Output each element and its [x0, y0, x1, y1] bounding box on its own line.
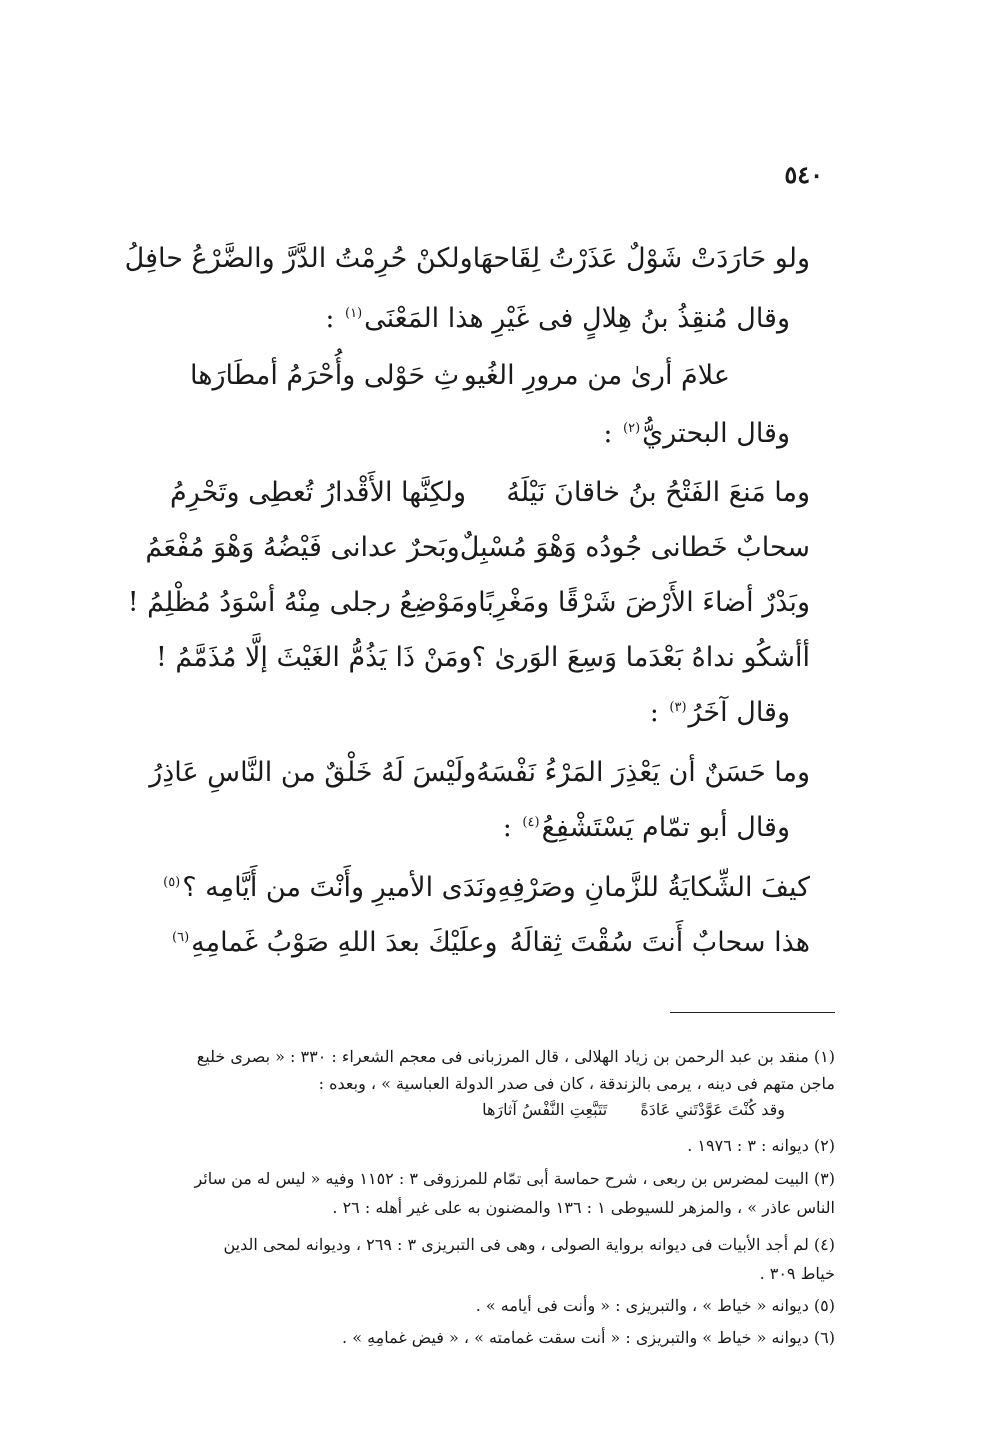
hemistich-text: ونَدَى الأميرِ وأَنْتَ من أَيَّامِه ؟ [182, 872, 498, 903]
verse-line [163, 872, 810, 904]
verse-second-hemistich: ولكنْ حُرِمْتُ الدَّرَّ والضَّرْعُ حافِلُ [124, 243, 473, 274]
verse-first-hemistich: وما حَسَنٌ أن يَعْذِرَ المَرْءُ نَفْسَهُ [476, 757, 810, 788]
footnote: (٦) ديوانه « خياط » والتبريزى : « أنت سقت غمامته » ، « فيض غمامِهِ » . [342, 1328, 835, 1347]
poet-intro [325, 303, 790, 335]
verse-line [145, 532, 810, 564]
verse-first-hemistich: وما مَنعَ الفَتْحُ بنُ خاقانَ نَيْلَهُ [506, 477, 810, 508]
poet-intro [503, 812, 790, 844]
footnote: (١) منقد بن عبد الرحمن بن زياد الهلالى ، قال المرزبانى فى معجم الشعراء : ٣٣٠ : « بصرى خليع [196, 1047, 835, 1066]
verse-second-hemistich: ولَيْسَ لَهُ خَلْقٌ من النَّاسِ عَاذِرُ [149, 757, 477, 788]
verse-second-hemistich: ومَنْ ذَا يَذُمُّ الغَيْثَ إلَّا مُذَمَّمُ ! [155, 642, 472, 673]
poet-intro-colon: : [325, 303, 344, 334]
poet-intro [603, 418, 790, 450]
poet-intro-text: وقال آخَرُ [688, 697, 790, 728]
footnote-separator [670, 1012, 835, 1013]
verse-second-hemistich: ولكِنَّها الأَقْدارُ تُعطِى وتَحْرِمُ [170, 477, 467, 508]
poet-intro-colon: : [603, 418, 621, 449]
verse-first-hemistich: هذا سحابٌ أَنتَ سُقْتَ ثِقالَهُ [509, 927, 810, 958]
footnote-continuation: ماجن متهم فى دينه ، يرمى بالزندقة ، كان فى صدر الدولة العباسية » ، وبعده : [318, 1074, 835, 1093]
footnote: (٤) لم أجد الأبيات فى ديوانه برواية الصولى ، وهى فى التبريزى ٣ : ٢٦٩ ، وديوانه لمحى الدين [223, 1235, 835, 1254]
footnote-ref: (٤) [522, 815, 540, 830]
verse-first-hemistich: علامَ أرىٰ من مرورِ الغُيو [463, 360, 730, 391]
footnote-continuation: الناس عاذر » ، والمزهر للسيوطى ١ : ١٣٦ والمضنون به على غير أهله : ٢٦ . [332, 1198, 835, 1217]
footnote-ref: (٢) [623, 421, 641, 436]
footnote-continuation: خياط ٣٠٩ . [759, 1264, 835, 1283]
footnote-verse [454, 1100, 785, 1119]
verse-line [155, 642, 810, 674]
verse-line [127, 587, 810, 619]
poet-intro-text: وقال مُنقِذُ بنُ هِلالٍ فى غَيْرِ هذا المَعْنَى [364, 303, 790, 334]
poet-intro [650, 697, 790, 729]
verse-line [149, 757, 810, 789]
verse-line [190, 360, 730, 392]
verse-first-hemistich: ولو حَارَدَتْ شَوْلٌ عَذَرْتُ لِقَاحهَا [472, 243, 810, 274]
verse-first-hemistich: أأشكُو نداهُ بَعْدَما وَسِعَ الوَرىٰ ؟ [471, 642, 810, 673]
footnote-ref: (٦) [172, 930, 190, 945]
poet-intro-text: وقال البحتريُّ [642, 418, 790, 449]
verse-second-hemistich: ومَوْضِعُ رجلى مِنْهُ أسْوَدُ مُظْلِمُ ! [127, 587, 479, 618]
verse-second-hemistich: ثِ حَوْلى وأُحْرَمُ أمطَارَها [190, 360, 460, 391]
footnote: (٢) ديوانه : ٣ : ١٩٧٦ . [687, 1136, 835, 1155]
footnote-ref: (٥) [163, 875, 181, 890]
poet-intro-text: وقال أبو تمّام يَسْتَشْفِعُ [541, 812, 790, 843]
footnote: (٥) ديوانه « خياط » ، والتبريزى : « وأنت فى أيامه » . [475, 1296, 835, 1315]
verse-second-hemistich: وبَحرٌ عدانى فَيْضُهُ وَهْوَ مُفْعَمُ [145, 532, 460, 563]
footnote: (٣) البيت لمضرس بن ربعى ، شرح حماسة أبى تمّام للمرزوقى ٣ : ١١٥٢ وفيه « ليس له من سائر [194, 1169, 835, 1188]
verse-line [170, 927, 810, 959]
footnote-ref: (٣) [669, 700, 687, 715]
verse-second-hemistich [161, 872, 497, 904]
poet-intro-colon: : [649, 697, 668, 728]
verse-second-hemistich [170, 927, 498, 959]
hemistich-text: وعلَيْكَ بعدَ اللهِ صَوْبُ غَمامِهِ [191, 927, 498, 958]
verse-line [124, 243, 810, 275]
footnote-ref: (١) [345, 306, 363, 321]
page-number: ٥٤٠ [784, 160, 823, 189]
verse-line [170, 477, 810, 509]
footnote-verse-second: تَتَبَّعِتِ النَّفْسُ آثارَها [482, 1100, 608, 1119]
verse-first-hemistich: كيفَ الشِّكايَةُ للزَّمانِ وصَرْفِهِ [497, 872, 810, 903]
footnote-verse-first: وقد كُنْتَ عَوَّدْتَني عَادَةً [640, 1100, 785, 1119]
poet-intro-colon: : [502, 812, 521, 843]
verse-first-hemistich: سحابٌ خَطانى جُودُه وَهْوَ مُسْبِلٌ [459, 532, 810, 563]
verse-first-hemistich: وبَدْرٌ أضاءَ الأَرْضَ شَرْقًا ومَغْرِبًا [478, 587, 810, 618]
